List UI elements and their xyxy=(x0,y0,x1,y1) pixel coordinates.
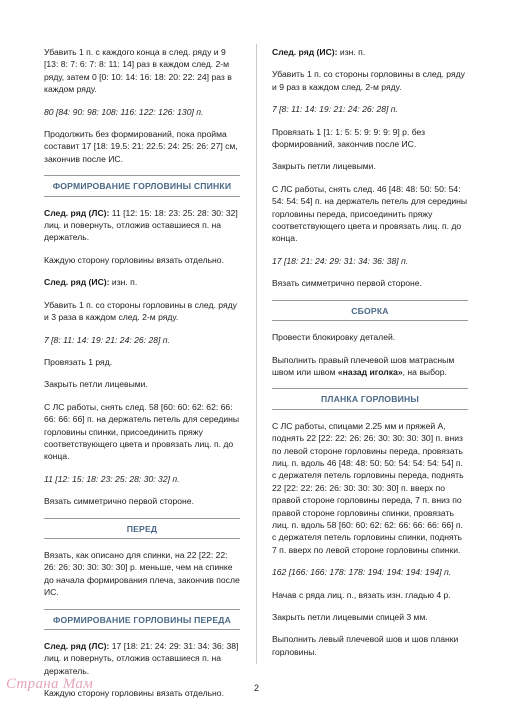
paragraph: Начав с ряда лиц. п., вязать изн. гладью 4 р. xyxy=(272,589,451,600)
row-text: изн. п. xyxy=(337,47,366,57)
paragraph: Вязать симметрично первой стороне. xyxy=(44,496,194,507)
paragraph xyxy=(44,207,240,244)
paragraph: Убавить 1 п. со стороны горловины в след. ряду и 3 раза в каждом след. 2-м ряду. xyxy=(44,299,237,323)
paragraph: Вязать симметрично первой стороне. xyxy=(272,278,422,289)
paragraph: Провязать 1 ряд. xyxy=(44,356,113,367)
text-run: Выполнить правый плечевой шов матрасным швом или швом xyxy=(272,354,455,377)
paragraph: С ЛС работы, спицами 2.25 мм и пряжей А, поднять 22 [22: 22: 26: 26: 30: 30: 30: 30] п. вниз по левой стороне горловины переда, провязать лиц. п. вдоль 46 [48: 48: 50: 50: 54: 54: 54: 54] п. с держателя петель горловины переда, поднять 22 [22: 22: 26: 26: 30: 30: 30: 30] п. вверх по правой стороне горловины переда, 7 п. вниз по правой стороне горловины спинки, провязать лиц. п. вдоль 58 [60: 60: 62: 62: 66: 66: 66: 66] п. с держателя петель горловины спинки, поднять 7 п. вверх по левой стороне горловины спинки. xyxy=(272,420,464,555)
stitch-count: 11 [12: 15: 18: 23: 25: 28: 30: 32] п. xyxy=(44,473,180,484)
seam-name: «назад иголка» xyxy=(337,366,403,377)
paragraph: Каждую сторону горловины вязать отдельно. xyxy=(44,254,224,265)
paragraph: Убавить 1 п. с каждого конца в след. ряду и 9 [13: 8: 7: 6: 7: 8: 11: 14] раз в каждом след. 2-м ряду, затем 0 [0: 10: 14: 16: 18: 20: 22: 24] раз в каждом ряду. xyxy=(44,47,232,95)
watermark-logo: Страна Мам xyxy=(6,676,94,692)
section-heading-neckband: ПЛАНКА ГОРЛОВИНЫ xyxy=(272,388,468,409)
paragraph: Закрыть петли лицевыми. xyxy=(44,379,148,390)
paragraph xyxy=(272,46,468,58)
section-heading-assembly: СБОРКА xyxy=(272,300,468,321)
row-label: След. ряд (ИС): xyxy=(44,277,110,288)
paragraph: Продолжить без формирований, пока пройма составит 17 [18: 19.5: 21: 22.5: 24: 25: 26: 27] см, закончив после ИС. xyxy=(44,129,238,164)
paragraph: Убавить 1 п. со стороны горловины в след. ряду и 9 раз в каждом след. 2-м ряду. xyxy=(272,69,465,92)
paragraph: Закрыть петли лицевыми спицей 3 мм. xyxy=(272,612,428,622)
row-label: След. ряд (ЛС): xyxy=(44,641,110,651)
paragraph: Каждую сторону горловины вязать отдельно. xyxy=(44,688,224,699)
paragraph: Выполнить левый плечевой шов и шов планки горловины. xyxy=(272,634,459,657)
row-text: 17 [18: 21: 24: 29: 31: 34: 36: 38] лиц. и повернуть, отложив оставшиеся п. на держатель. xyxy=(44,641,239,676)
paragraph: С ЛС работы, снять след. 46 [48: 48: 50: 50: 54: 54: 54: 54] п. на держатель петель для середины горловины переда, присоединить пряжу соответствующего цвета и провязать лиц. п. до конца. xyxy=(272,183,468,244)
stitch-count: 17 [18: 21: 24: 29: 31: 34: 36: 38] п. xyxy=(272,255,409,266)
row-text: изн. п. xyxy=(109,277,138,288)
right-column xyxy=(272,46,468,668)
paragraph: Провести блокировку деталей. xyxy=(272,332,396,343)
page-number: 2 xyxy=(254,683,260,693)
stitch-count: 7 [8: 11: 14: 19: 21: 24: 26: 28] п. xyxy=(44,334,170,345)
stitch-count: 162 [166: 166: 178: 178: 194: 194: 194: 194] п. xyxy=(272,567,452,578)
paragraph: С ЛС работы, снять след. 58 [60: 60: 62: 62: 66: 66: 66: 66] п. на держатель петель для середины горловины спинки, присоединить пряжу соответствующего цвета и провязать лиц. п. до конца. xyxy=(44,401,240,462)
text-run: , на выбор. xyxy=(402,366,447,377)
stitch-count: 7 [8: 11: 14: 19: 21: 24: 26: 28] п. xyxy=(272,104,398,115)
row-text: 11 [12: 15: 18: 23: 25: 28: 30: 32] лиц. и повернуть, отложив оставшиеся п. на держатель. xyxy=(44,207,238,243)
section-heading-front: ПЕРЕД xyxy=(44,518,240,539)
section-heading-front-neck: ФОРМИРОВАНИЕ ГОРЛОВИНЫ ПЕРЕДА xyxy=(44,609,240,630)
row-label: След. ряд (ИС): xyxy=(272,47,338,57)
stitch-count: 80 [84: 90: 98: 108: 116: 122: 126: 130] п. xyxy=(44,106,204,117)
paragraph: Закрыть петли лицевыми. xyxy=(272,161,376,172)
section-heading-back-neck: ФОРМИРОВАНИЕ ГОРЛОВИНЫ СПИНКИ xyxy=(44,175,240,196)
paragraph xyxy=(44,640,240,677)
paragraph: Провязать 1 [1: 1: 5: 5: 9: 9: 9: 9] р. без формирований, закончив после ИС. xyxy=(272,126,426,150)
row-label: След. ряд (ЛС): xyxy=(44,207,110,218)
left-column xyxy=(44,46,240,710)
paragraph xyxy=(272,354,468,379)
paragraph xyxy=(44,276,240,288)
paragraph: Вязать, как описано для спинки, на 22 [22: 22: 26: 26: 30: 30: 30: 30] р. меньше, чем на спинке до начала формирования плеча, закончив после ИС. xyxy=(44,549,240,598)
column-divider xyxy=(256,44,257,664)
